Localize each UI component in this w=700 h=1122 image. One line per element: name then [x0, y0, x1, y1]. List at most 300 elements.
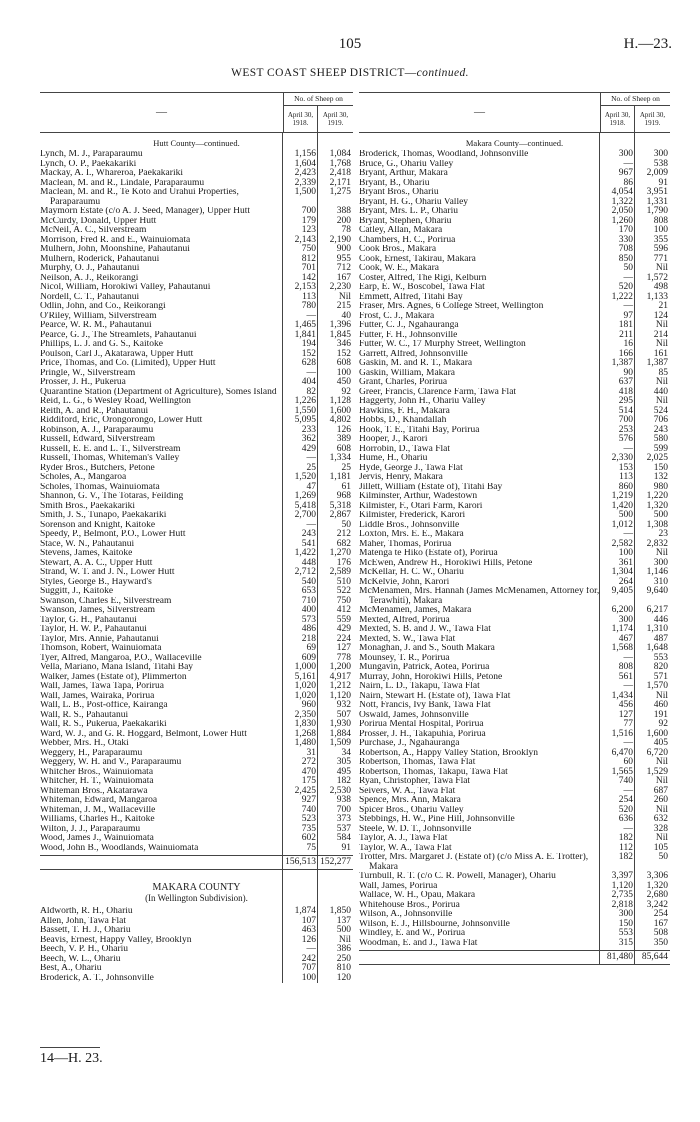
- owner-name: Chambers, H. C., Porirua: [359, 235, 456, 245]
- sheep-1918: 6,470: [611, 747, 633, 758]
- owner-name: Mulhern, John, Moonshine, Pahautanui: [40, 245, 190, 254]
- sheep-1918: 707: [301, 963, 316, 973]
- sheep-1919: 559: [336, 614, 351, 625]
- sheep-1918: 264: [618, 576, 633, 587]
- makara-county-subtitle: (In Wellington Subdivision).: [145, 893, 248, 903]
- sheep-1918: 1,222: [611, 291, 633, 302]
- owner-name: Swanson, James, Silverstream: [40, 606, 156, 615]
- sheep-1918: 636: [618, 814, 633, 824]
- table-row: [40, 974, 353, 984]
- sheep-1918: 1,604: [294, 158, 316, 169]
- owner-name: Greer, Francis, Clarence Farm, Tawa Flat: [359, 387, 517, 397]
- sheep-1919: 3,306: [646, 871, 668, 881]
- sheep-1918: 50: [623, 263, 633, 273]
- owner-name: Gaskin, William, Makara: [359, 368, 456, 378]
- sheep-1918: 31: [306, 747, 316, 758]
- sheep-1918: 541: [301, 538, 316, 549]
- sheep-1918: 561: [618, 671, 633, 682]
- sheep-1918: 456: [618, 700, 633, 710]
- sheep-1918: 2,700: [294, 510, 316, 520]
- sheep-1918: —: [306, 310, 316, 321]
- sheep-1919: 355: [653, 234, 668, 245]
- sheep-1918: 1,434: [611, 690, 633, 701]
- sheep-1918: —: [306, 519, 316, 530]
- owner-name: Bryant, B., Ohariu: [359, 178, 430, 188]
- sheep-1919: 632: [653, 814, 668, 824]
- owner-name: Windley, E. and W., Porirua: [359, 929, 466, 938]
- sheep-1918: 1,226: [294, 396, 316, 406]
- sheep-1919: 596: [653, 244, 668, 254]
- total-1918: 156,513: [285, 857, 316, 867]
- sheep-1918: 960: [301, 700, 316, 710]
- sheep-1919: Nil: [655, 804, 668, 815]
- owner-name: Hobbs, D., Khandallah: [359, 416, 447, 425]
- owner-name: Kilminster, Arthur, Wadestown: [359, 492, 478, 501]
- owner-name: Pearce, G. J., The Streamlets, Pahautanui: [40, 330, 197, 340]
- sheep-1918: 60: [623, 757, 633, 767]
- sheep-1918: —: [306, 453, 316, 463]
- sheep-1919: 2,867: [329, 510, 351, 520]
- sheep-1918: —: [623, 823, 633, 834]
- owner-name: Morrison, Fred R. and E., Wainuiomata: [40, 235, 191, 245]
- owner-name: Bassett, T. H. J., Ohariu: [40, 926, 131, 935]
- owner-name: Whitehouse Bros., Porirua: [359, 900, 460, 910]
- owner-name: Cook, Ernest, Takirau, Makara: [359, 254, 476, 264]
- sheep-1919: 167: [653, 918, 668, 929]
- owner-name: Phillips, L. J. and G. S., Kaitoke: [40, 340, 163, 349]
- sheep-1918: 100: [618, 548, 633, 558]
- sheep-1919: 182: [336, 776, 351, 786]
- owner-name: Lynch, O. P., Paekakariki: [40, 159, 137, 169]
- owner-name: Reid, L. G., 6 Wesley Road, Wellington: [40, 397, 191, 406]
- sheep-1918: 77: [623, 719, 633, 729]
- owner-name: Whiteman, J. M., Wallaceville: [40, 805, 156, 815]
- owner-name: Wood, John B., Woodlands, Wainuiomata: [40, 843, 199, 853]
- owner-name: Gaskin, M. and R. T., Makara: [359, 359, 473, 368]
- owner-name: Steele, W. D. T., Johnsonville: [359, 824, 472, 834]
- owner-name: Fraser, Mrs. Agnes, 6 College Street, Wellington: [359, 302, 544, 311]
- sheep-1919: 938: [336, 795, 351, 805]
- owner-name: Nott, Francis, Ivy Bank, Tawa Flat: [359, 701, 491, 710]
- sheep-1918: 194: [301, 339, 316, 349]
- sheep-1919: 2,025: [646, 453, 668, 463]
- sheep-1919: 1,146: [646, 567, 668, 577]
- owner-name: Emmett, Alfred, Titahi Bay: [359, 292, 463, 302]
- sheep-1918: —: [623, 681, 633, 691]
- table-row: [359, 587, 670, 606]
- table-header-right: [359, 92, 670, 133]
- sheep-1919: 300: [653, 557, 668, 568]
- owner-name: Riddiford, Eric, Orongorongo, Lower Hutt: [40, 416, 203, 425]
- owner-name: Maclean, M. and R., Lindale, Paraparaumu: [40, 178, 205, 188]
- sheep-1919: 412: [336, 605, 351, 615]
- owner-name: Weggery, H., Paraparaumu: [40, 748, 143, 758]
- sheep-1919: 1,181: [329, 472, 351, 482]
- total-1918: 81,480: [606, 952, 633, 962]
- owner-name: Swanson, Charles E., Silverstream: [40, 596, 172, 606]
- owner-name: Futter, C. J., Ngahauranga: [359, 321, 459, 330]
- header-group-label: No. of Sheep on: [601, 93, 670, 106]
- sheep-1919: 2,589: [329, 567, 351, 577]
- sheep-1918: 315: [618, 937, 633, 948]
- owner-name: Turnbull, R. T. (c/o C. R. Powell, Manager), Ohariu: [359, 872, 556, 881]
- table-row: [40, 188, 353, 207]
- section-heading: Hutt County—continued.: [153, 138, 240, 148]
- report-reference: H.—23.: [623, 36, 672, 52]
- sheep-1919: 682: [336, 538, 351, 549]
- owner-name: Maher, Thomas, Porirua: [359, 539, 452, 549]
- owner-name: Robertson, Thomas, Takapu, Tawa Flat: [359, 767, 508, 777]
- sheep-1919: Nil: [655, 339, 668, 349]
- sheep-1918: 272: [301, 757, 316, 767]
- sheep-1918: 2,423: [294, 168, 316, 178]
- sheep-1919: 1,320: [646, 500, 668, 511]
- sheep-1919: Nil: [655, 757, 668, 767]
- owner-name: Taylor, G. H., Pahautanui: [40, 615, 137, 625]
- sheep-1919: 900: [336, 244, 351, 254]
- sheep-1918: 2,143: [294, 234, 316, 245]
- sheep-1919: 538: [653, 158, 668, 169]
- sheep-1918: 86: [623, 177, 633, 188]
- sheep-1918: 735: [301, 823, 316, 834]
- sheep-1918: 1,268: [294, 728, 316, 739]
- owner-name: Hawkins, F. H., Makara: [359, 406, 450, 416]
- sheep-1918: 860: [618, 481, 633, 492]
- owner-name: Broderick, A. T., Johnsonville: [40, 973, 154, 983]
- sheep-1919: 778: [336, 652, 351, 663]
- sheep-1918: 780: [301, 301, 316, 311]
- sheep-1918: 576: [618, 434, 633, 444]
- sheep-1919: 9,640: [646, 586, 668, 596]
- header-col-1919: April 30, 1919.: [317, 106, 353, 132]
- sheep-1919: 1,850: [329, 906, 351, 916]
- sheep-1918: 520: [618, 804, 633, 815]
- owner-name: Porirua Mental Hospital, Porirua: [359, 720, 484, 729]
- sheep-1918: —: [623, 652, 633, 663]
- owner-name: Reith, A. and R., Pahautanui: [40, 406, 149, 416]
- sheep-1918: 254: [618, 795, 633, 805]
- sheep-1918: 152: [301, 348, 316, 359]
- sheep-1919: 34: [341, 747, 351, 758]
- sheep-1918: 181: [618, 320, 633, 330]
- owner-name: Webber, Mrs. H., Otaki: [40, 739, 129, 748]
- sheep-1919: 1,212: [329, 681, 351, 691]
- sheep-1919: 214: [653, 329, 668, 340]
- sheep-1919: 3,951: [646, 187, 668, 197]
- owner-name: Scholes, A., Mangaroa: [40, 473, 127, 482]
- sheep-1919: 23: [658, 529, 668, 539]
- sheep-1918: 701: [301, 263, 316, 273]
- owner-name: Seivers, W. A., Tawa Flat: [359, 786, 456, 796]
- sheep-1918: 927: [301, 795, 316, 805]
- owner-name: Hyde, George J., Tawa Flat: [359, 463, 463, 473]
- owner-name: Smith, J. S., Tunapo, Paekakariki: [40, 511, 167, 520]
- owner-name: Wall, R. S., Pukerua, Paekakariki: [40, 720, 167, 729]
- owner-name: Stace, W. N., Pahautanui: [40, 539, 135, 549]
- sheep-1918: 1,568: [611, 643, 633, 653]
- sheep-1919: 150: [653, 462, 668, 473]
- owner-name: Wilson, E. J., Hillsbourne, Johnsonville: [359, 919, 510, 929]
- sheep-1919: 224: [336, 633, 351, 644]
- sheep-1918: 113: [302, 291, 316, 302]
- sheep-1919: 305: [336, 757, 351, 767]
- sheep-1919: 1,120: [329, 690, 351, 701]
- sheep-1919: Nil: [655, 396, 668, 406]
- sheep-1919: 750: [336, 595, 351, 606]
- owner-name: Wall, R. S., Pahautanui: [40, 710, 129, 720]
- sheep-1918: 330: [618, 234, 633, 245]
- sheep-1919: 450: [336, 377, 351, 387]
- sheep-1919: Nil: [655, 320, 668, 330]
- title-suffix: continued.: [416, 67, 469, 79]
- sheep-1919: 250: [336, 953, 351, 964]
- owner-name: Bryant, H. G., Ohariu Valley: [359, 197, 469, 207]
- sheep-1919: 1,600: [329, 405, 351, 416]
- owner-name: Spicer Bros., Ohariu Valley: [359, 805, 464, 815]
- sheep-1919: 405: [653, 738, 668, 748]
- sheep-1918: 850: [618, 253, 633, 264]
- sheep-1919: 608: [336, 358, 351, 368]
- sheep-1918: 253: [618, 424, 633, 435]
- owner-name: Robinson, A. J., Paraparaumu: [40, 425, 154, 435]
- sheep-1919: 1,334: [329, 453, 351, 463]
- sheep-1918: 1,830: [294, 719, 316, 729]
- sheep-1918: —: [306, 367, 316, 378]
- sheep-1918: 123: [301, 225, 316, 235]
- sheep-1918: —: [623, 443, 633, 454]
- sheep-1918: 1,000: [294, 662, 316, 672]
- sheep-1919: 167: [336, 272, 351, 283]
- sheep-1918: 1,260: [611, 215, 633, 226]
- sheep-1918: 486: [301, 624, 316, 634]
- owner-name: Cook Bros., Makara: [359, 245, 437, 254]
- owner-name: Aldworth, R. H., Ohariu: [40, 907, 133, 916]
- sheep-1918: 5,095: [294, 415, 316, 425]
- sheep-1918: 170: [618, 225, 633, 235]
- sheep-1918: 362: [301, 434, 316, 444]
- sheep-1918: 90: [623, 367, 633, 378]
- owner-name: McMenamen, Mrs. Hannah (James McMenamen, Attorney for, Terawhiti), Makara: [359, 587, 600, 606]
- sheep-1918: 404: [301, 377, 316, 387]
- sheep-1919: 254: [653, 909, 668, 919]
- owner-name: Ryan, Christopher, Tawa Flat: [359, 777, 471, 786]
- sheep-1919: 584: [336, 833, 351, 843]
- sheep-1919: 712: [336, 263, 351, 273]
- owner-name: Strand, W. T. and J. N., Lower Hutt: [40, 568, 175, 577]
- owner-name: Maymorn Estate (c/o A. J. Seed, Manager), Upper Hutt: [40, 207, 251, 216]
- sheep-1919: 6,720: [646, 747, 668, 758]
- left-column: [40, 92, 353, 983]
- owner-name: Stebbings, H. W., Pine Hill, Johnsonville: [359, 815, 515, 824]
- sheep-1919: Nil: [655, 833, 668, 843]
- sheep-1919: 1,396: [329, 320, 351, 330]
- header-col-1918: April 30, 1918.: [287, 111, 314, 127]
- owner-name: Garrett, Alfred, Johnsonville: [359, 349, 468, 359]
- owner-name: Beech, W. L., Ohariu: [40, 954, 121, 964]
- owner-name: Pringle, W., Silverstream: [40, 368, 136, 378]
- sheep-1918: 602: [301, 833, 316, 843]
- sheep-1919: 100: [653, 225, 668, 235]
- sheep-1918: 2,735: [611, 890, 633, 900]
- sheep-1919: 500: [336, 925, 351, 935]
- sheep-1918: 182: [618, 833, 633, 843]
- owner-name: McCurdy, Donald, Upper Hutt: [40, 216, 157, 226]
- owner-name: Hume, H., Ohariu: [359, 454, 428, 463]
- sheep-1919: 1,320: [646, 880, 668, 891]
- owner-name: Williams, Charles H., Kaitoke: [40, 815, 155, 824]
- sheep-1918: 2,425: [294, 785, 316, 796]
- sheep-1919: 1,310: [646, 624, 668, 634]
- sheep-1919: 243: [653, 424, 668, 435]
- sheep-1919: 507: [336, 709, 351, 720]
- owner-name: Trotter, Mrs. Margaret J. (Estate of) (c/o Miss A. E. Trotter), Makara: [359, 853, 589, 872]
- sheep-1919: 21: [658, 301, 668, 311]
- sheep-1919: 5,318: [329, 500, 351, 511]
- sheep-1919: 1,084: [329, 149, 351, 159]
- sheep-1918: 967: [618, 168, 633, 178]
- table-body-right: [359, 133, 670, 965]
- sheep-1918: 470: [301, 766, 316, 777]
- owner-name: Wall, James, Porirua: [359, 881, 438, 891]
- owner-name: Coster, Alfred, The Rigi, Kelburn: [359, 273, 487, 283]
- total-1919: 152,277: [320, 857, 351, 867]
- sheep-1918: 25: [306, 462, 316, 473]
- sheep-1919: 85: [658, 367, 668, 378]
- owner-name: Bryant, Stephen, Ohariu: [359, 216, 452, 226]
- sheep-1919: 260: [653, 795, 668, 805]
- owner-name: Thomson, Robert, Wainuiomata: [40, 644, 162, 653]
- sheep-1918: 1,012: [611, 519, 633, 530]
- sheep-1918: 1,219: [611, 491, 633, 501]
- sheep-1919: 771: [653, 253, 668, 264]
- sheep-1918: 750: [301, 244, 316, 254]
- sheep-1919: 92: [658, 719, 668, 729]
- sheep-1919: 91: [341, 842, 351, 853]
- owner-name: Frost, C. J., Makara: [359, 311, 435, 321]
- sheep-1919: 1,572: [646, 272, 668, 283]
- sheep-1918: 400: [301, 605, 316, 615]
- sheep-1918: 500: [618, 510, 633, 520]
- sheep-1919: 2,418: [329, 168, 351, 178]
- sheep-1918: 523: [301, 814, 316, 824]
- owner-name: Robertson, Thomas, Tawa Flat: [359, 758, 476, 767]
- sheep-1919: 346: [336, 339, 351, 349]
- owner-name: Bryant, Arthur, Makara: [359, 169, 448, 178]
- header-dash: —: [474, 105, 485, 118]
- total-row: [40, 855, 353, 870]
- sheep-1919: 328: [653, 823, 668, 834]
- owner-name: Taylor, Mrs. Annie, Pahautanui: [40, 634, 159, 644]
- sheep-1919: 161: [653, 348, 668, 359]
- sheep-1918: 1,420: [611, 500, 633, 511]
- sheep-1918: 2,330: [611, 453, 633, 463]
- sheep-1918: 609: [301, 652, 316, 663]
- owner-name: O'Riley, William, Silverstream: [40, 311, 157, 321]
- sheep-1919: 1,133: [646, 291, 668, 302]
- sheep-1918: 179: [301, 215, 316, 226]
- sheep-1919: 4,802: [329, 415, 351, 425]
- sheep-1918: 2,339: [294, 177, 316, 188]
- sheep-1918: 6,200: [611, 605, 633, 615]
- sheep-1919: 40: [341, 310, 351, 321]
- sheep-1919: 6,217: [646, 605, 668, 615]
- owner-name: Pearce, W. R. M., Pahautanui: [40, 321, 152, 330]
- sheep-1918: 47: [306, 481, 316, 492]
- sheep-1919: 706: [653, 415, 668, 425]
- owner-name: Vella, Mariano, Mana Island, Titahi Bay: [40, 663, 194, 672]
- sheep-1919: 810: [336, 963, 351, 973]
- sheep-1918: 467: [618, 633, 633, 644]
- owner-name: Taylor, A. J., Tawa Flat: [359, 834, 448, 843]
- sheep-1918: 300: [618, 614, 633, 625]
- sheep-1919: 1,270: [329, 548, 351, 558]
- sheep-1918: 127: [618, 709, 633, 720]
- sheep-1919: 522: [336, 586, 351, 596]
- sheep-1919: 350: [653, 937, 668, 948]
- sheep-1919: 1,331: [646, 196, 668, 207]
- sheep-1918: 295: [618, 396, 633, 406]
- sheep-1918: 211: [619, 329, 633, 340]
- owner-name: Haggerty, John H., Ohariu Valley: [359, 397, 486, 406]
- sheep-1918: 2,582: [611, 538, 633, 549]
- sheep-1918: 182: [618, 852, 633, 862]
- sheep-1919: 132: [653, 472, 668, 482]
- sheep-1918: 1,874: [294, 906, 316, 916]
- sheep-1918: 628: [301, 358, 316, 368]
- owner-name: Prosser, J. H., Takapuhia, Porirua: [359, 729, 486, 739]
- owner-name: McKellar, H. C. W., Ohariu: [359, 568, 464, 577]
- sheep-1919: Nil: [655, 263, 668, 273]
- owner-name: Beavis, Ernest, Happy Valley, Brooklyn: [40, 935, 192, 945]
- owner-name: Robertson, A., Happy Valley Station, Brooklyn: [359, 748, 538, 758]
- sheep-1918: 463: [301, 925, 316, 935]
- sheep-1918: 653: [301, 586, 316, 596]
- owner-name: Wallace, W. H., Opau, Makara: [359, 891, 476, 900]
- header-group-label: No. of Sheep on: [284, 93, 353, 106]
- sheep-1919: 126: [336, 424, 351, 435]
- sheep-1918: 637: [618, 377, 633, 387]
- makara-county-title: MAKARA COUNTY: [152, 882, 241, 893]
- sheep-1919: 1,845: [329, 329, 351, 340]
- sheep-1918: 233: [301, 424, 316, 435]
- page-title: [0, 67, 700, 79]
- owner-name: Whiteman, Edward, Mangaroa: [40, 796, 158, 805]
- sheep-1919: 1,308: [646, 519, 668, 530]
- owner-name: Tyer, Alfred, Mangaroa, P.O., Wallaceville: [40, 653, 202, 663]
- sheep-1918: 2,153: [294, 282, 316, 292]
- sheep-1919: 495: [336, 766, 351, 777]
- sheep-1918: 1,565: [611, 766, 633, 777]
- owner-name: Earp, E. W., Boscobel, Tawa Flat: [359, 283, 485, 292]
- sheep-1919: 2,680: [646, 890, 668, 900]
- owner-name: Allen, John, Tawa Flat: [40, 916, 126, 926]
- sheep-1919: Nil: [655, 690, 668, 701]
- sheep-1918: 1,020: [294, 681, 316, 691]
- owner-name: Mexted, Alfred, Porirua: [359, 615, 450, 625]
- sheep-1919: 446: [653, 614, 668, 625]
- owner-name: Mexted, S. W., Tawa Flat: [359, 634, 456, 644]
- sheep-1919: 553: [653, 652, 668, 663]
- sheep-1919: 25: [341, 462, 351, 473]
- sheep-1919: 580: [653, 434, 668, 444]
- sheep-1919: 1,128: [329, 396, 351, 406]
- owner-name: Wall, L. B., Post-office, Kairanga: [40, 701, 168, 710]
- owner-name: Speedy, P., Belmont, P.O., Lower Hutt: [40, 530, 186, 539]
- header-col-1918: April 30, 1918.: [604, 111, 631, 127]
- sheep-1919: 1,200: [329, 662, 351, 672]
- sheep-1918: 1,520: [294, 472, 316, 482]
- sheep-1919: 2,832: [646, 538, 668, 549]
